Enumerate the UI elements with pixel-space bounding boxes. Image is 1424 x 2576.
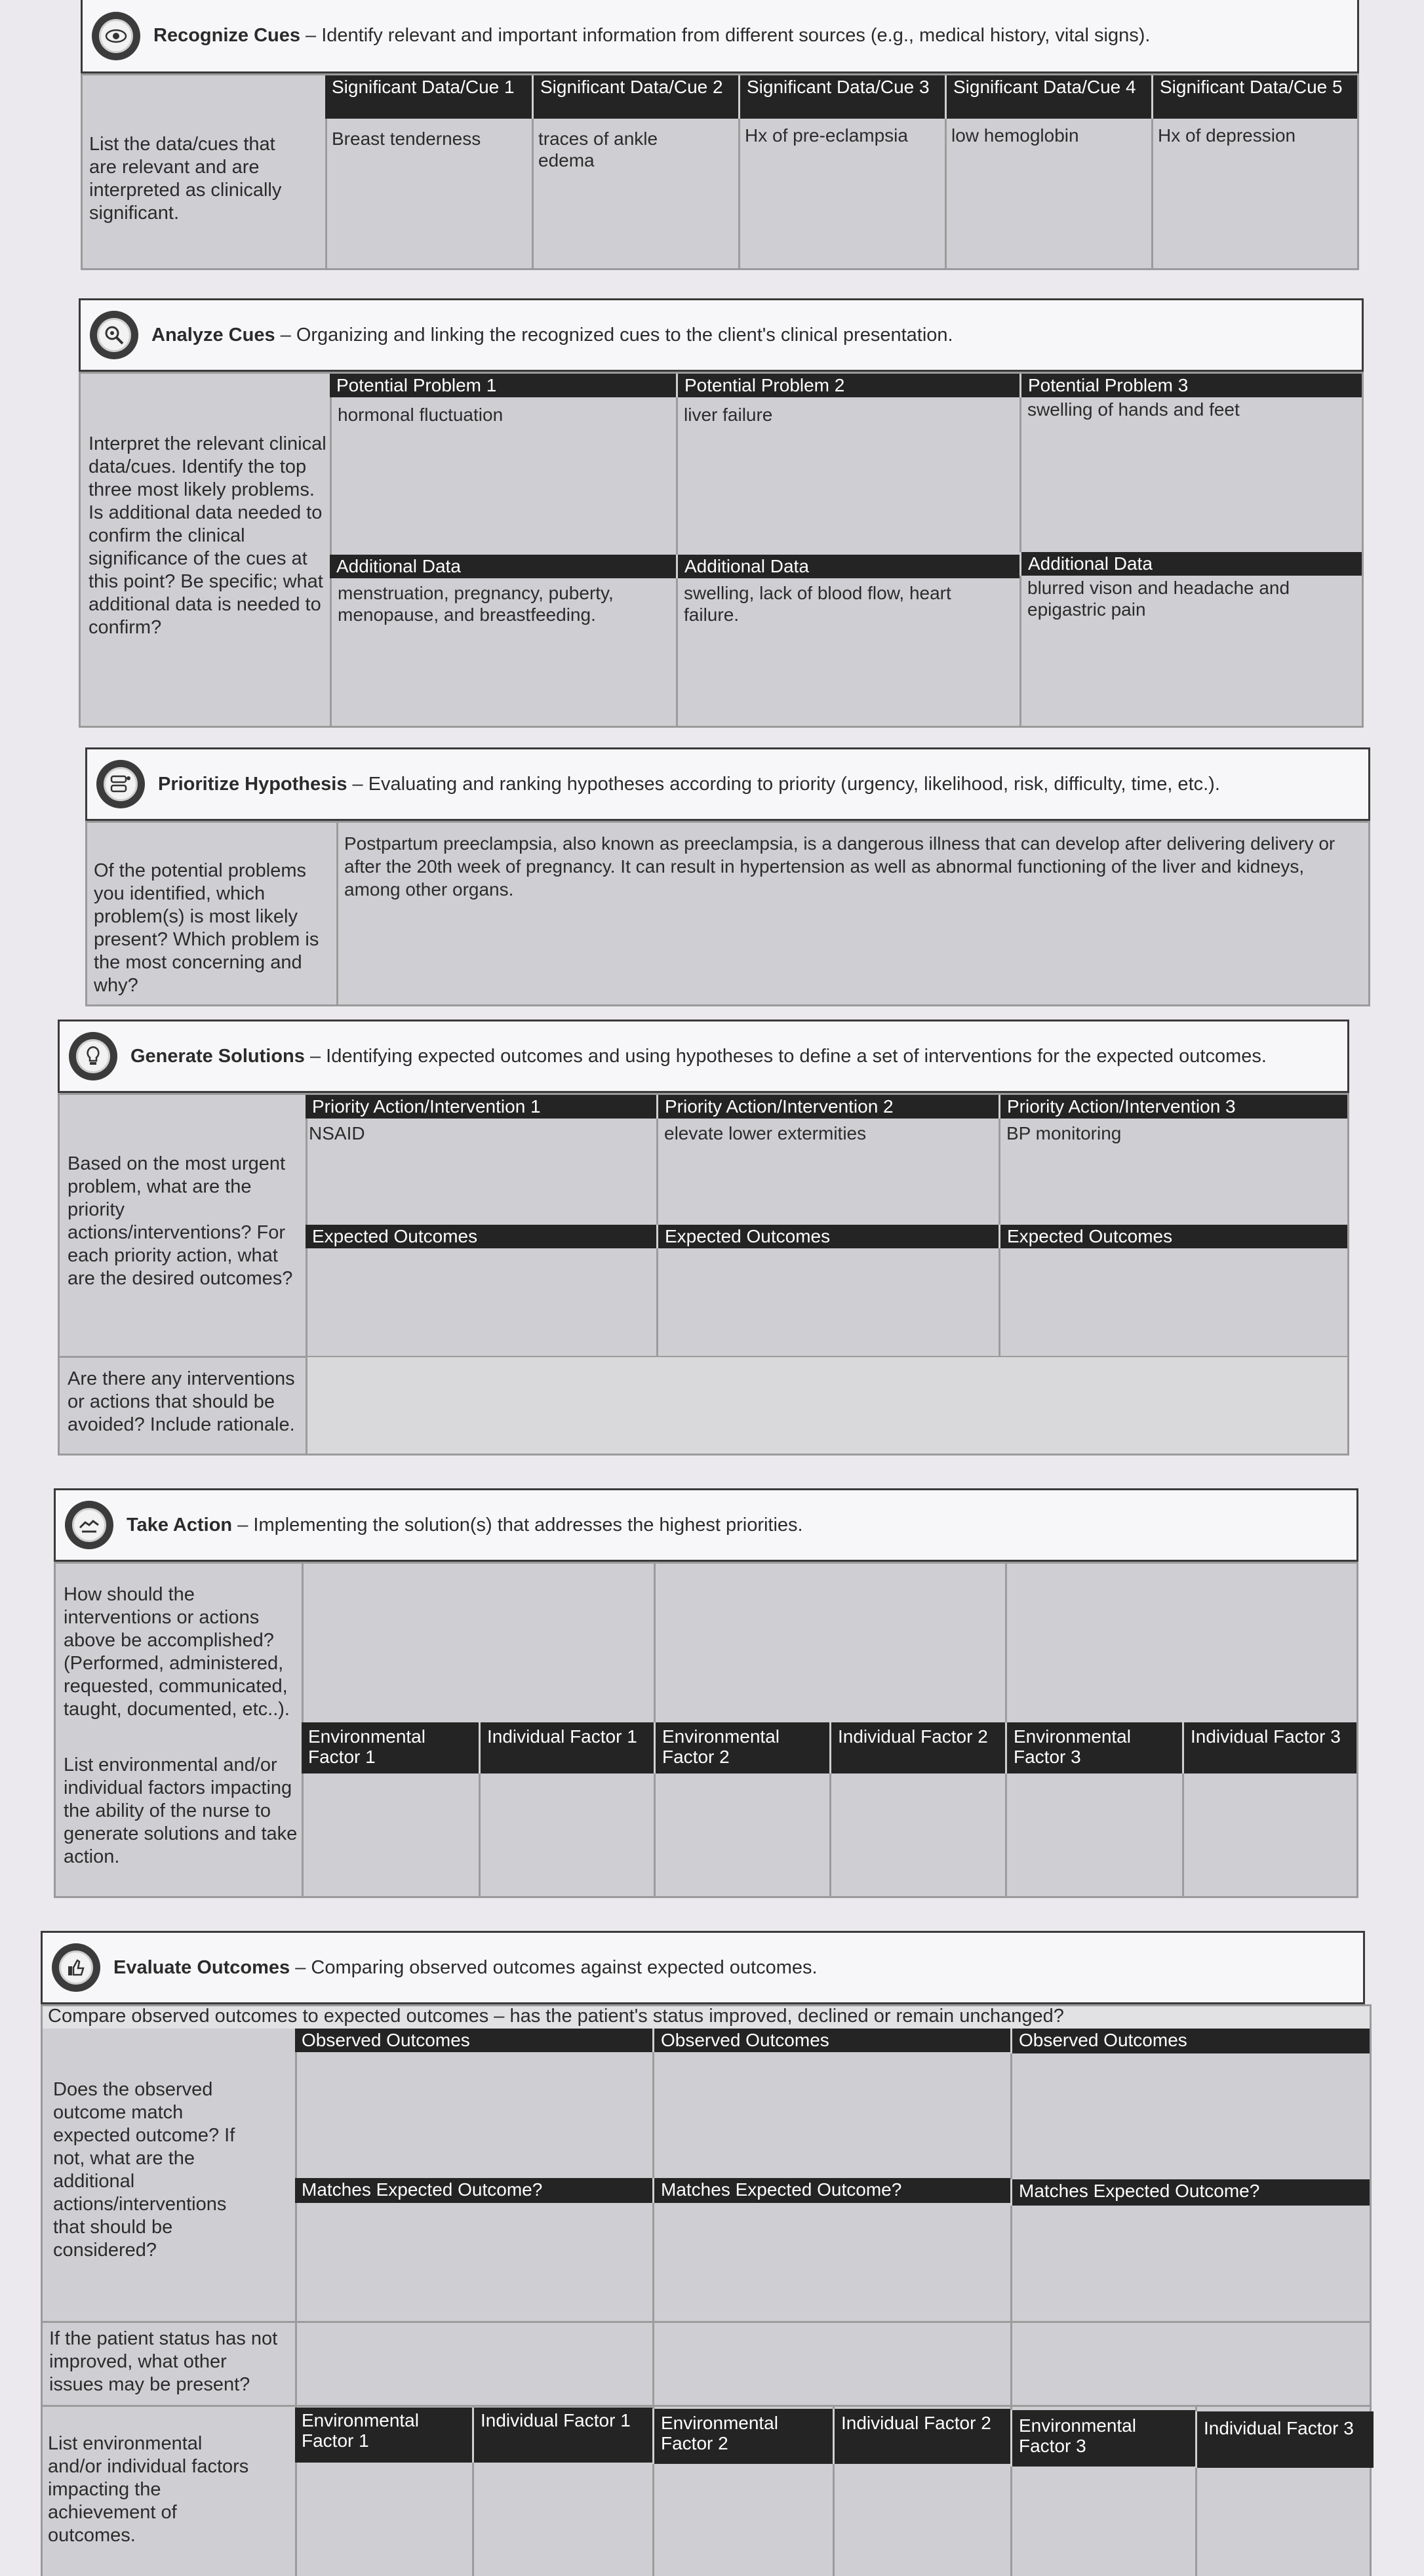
match-1-header: Matches Expected Outcome? [295,2178,652,2203]
prioritize-answer[interactable]: Postpartum preeclampsia, also known as preeclampsia, is a dangerous illness that can develop after delivering delivery or after the 20th week of pregnancy. It can result in hypertension as well as abnormal functioning of the liver and kidneys, among other organs. [344,833,1335,900]
additional-data-1-value[interactable]: menstruation, pregnancy, puberty, menopause, and breastfeeding. [338,583,614,625]
lightbulb-icon [69,1032,117,1080]
cue-3-header: Significant Data/Cue 3 [738,75,945,119]
generate-title: Generate Solutions – Identifying expected outcomes and using hypotheses to define a set of interventions for the expected outcomes. [130,1045,1267,1067]
match-3-header: Matches Expected Outcome? [1010,2179,1370,2206]
eval-env-factor-2-header: Environmental Factor 2 [652,2409,833,2464]
take-action-header [54,1488,1358,1562]
ranking-icon [96,760,145,808]
action-1-header: Priority Action/Intervention 1 [306,1095,656,1119]
problem-1-value[interactable]: hormonal fluctuation [338,405,504,425]
cue-2-value[interactable]: traces of ankle edema [538,129,658,170]
outcome-3-header: Expected Outcomes [999,1225,1347,1248]
recognize-cues-header [81,0,1359,73]
eval-ind-factor-3-header: Individual Factor 3 [1195,2411,1374,2468]
generate-section [58,1020,1349,1456]
observed-2-header: Observed Outcomes [652,2029,1010,2052]
additional-data-3-value[interactable]: blurred vison and headache and epigastric pain [1027,578,1290,620]
problem-1-header: Potential Problem 1 [330,374,676,397]
eye-icon [92,12,140,60]
eval-env-factor-1-header: Environmental Factor 1 [295,2408,472,2463]
take-action-title: Take Action – Implementing the solution(s) that addresses the highest priorities. [127,1514,803,1536]
analyze-cues-title: Analyze Cues – Organizing and linking the recognized cues to the client's clinical presentation. [151,324,953,346]
cue-1-value[interactable]: Breast tenderness [332,129,481,149]
evaluate-title: Evaluate Outcomes – Comparing observed outcomes against expected outcomes. [113,1956,818,1978]
recognize-cues-section [81,0,1359,275]
action-3-value[interactable]: BP monitoring [1006,1123,1122,1143]
problem-2-value[interactable]: liver failure [684,405,773,425]
cue-3-value[interactable]: Hx of pre-eclampsia [745,125,908,146]
analyze-cues-header [79,298,1364,372]
outcome-2-header: Expected Outcomes [656,1225,999,1248]
action-1-value[interactable]: NSAID [309,1123,365,1143]
evaluate-other-prompt: If the patient status has not improved, what other issues may be present? [49,2328,278,2395]
analyze-cues-section [79,298,1364,728]
evaluate-section [41,1931,1372,2576]
take-action-section [54,1488,1358,1898]
evaluate-header [41,1931,1365,2004]
prioritize-prompt: Of the potential problems you identified, which problem(s) is most likely present? Which problem is the most concerning and why? [94,860,319,996]
problem-3-header: Potential Problem 3 [1019,374,1362,397]
env-factor-1-header: Environmental Factor 1 [302,1722,479,1773]
eval-ind-factor-2-header: Individual Factor 2 [833,2409,1010,2464]
evaluate-factor-prompt: List environmental and/or individual factors impacting the achievement of outcomes. [48,2433,249,2546]
ind-factor-1-header: Individual Factor 1 [479,1722,654,1773]
problem-3-value[interactable]: swelling of hands and feet [1027,399,1240,420]
eval-env-factor-3-header: Environmental Factor 3 [1010,2410,1195,2467]
eval-ind-factor-1-header: Individual Factor 1 [472,2408,652,2463]
env-factor-2-header: Environmental Factor 2 [654,1722,829,1773]
action-3-header: Priority Action/Intervention 3 [999,1095,1347,1119]
problem-2-header: Potential Problem 2 [676,374,1019,397]
avoid-prompt: Are there any interventions or actions that should be avoided? Include rationale. [68,1368,295,1435]
additional-data-2-header: Additional Data [676,555,1019,578]
analyze-prompt: Interpret the relevant clinical data/cues. Identify the top three most likely problems. Is additional data needed to confirm the clinical significance of the cues at this point? Be specific; what additional data is needed to confirm? [89,433,326,638]
additional-data-2-value[interactable]: swelling, lack of blood flow, heart failure. [684,583,951,625]
recognize-cues-table [81,73,1359,270]
generate-prompt: Based on the most urgent problem, what are the priority actions/interventions? For each priority action, what are the desired outcomes? [68,1153,293,1289]
action-2-value[interactable]: elevate lower extermities [664,1123,867,1143]
cue-2-header: Significant Data/Cue 2 [532,75,738,119]
cue-4-header: Significant Data/Cue 4 [945,75,1151,119]
recognize-cues-title: Recognize Cues – Identify relevant and important information from different sources (e.g., medical history, vital signs). [153,25,1151,46]
take-action-factor-prompt: List environmental and/or individual factors impacting the ability of the nurse to generate solutions and take action. [64,1754,298,1867]
cue-4-value[interactable]: low hemoglobin [951,125,1079,146]
ind-factor-2-header: Individual Factor 2 [829,1722,1005,1773]
cue-1-header: Significant Data/Cue 1 [325,75,532,119]
cue-5-header: Significant Data/Cue 5 [1151,75,1357,119]
take-action-table [54,1562,1358,1898]
match-2-header: Matches Expected Outcome? [652,2178,1010,2203]
hands-icon [65,1501,113,1549]
prioritize-title: Prioritize Hypothesis – Evaluating and ranking hypotheses according to priority (urgency, likelihood, risk, difficulty, time, etc.). [158,773,1220,795]
take-action-prompt: How should the interventions or actions above be accomplished? (Performed, administered, requested, communicated, taught, documented, etc..). [64,1584,290,1720]
additional-data-1-header: Additional Data [330,555,676,578]
recognize-prompt: List the data/cues that are relevant and are interpreted as clinically significant. [89,134,282,224]
thumbs-up-icon [52,1943,100,1992]
prioritize-table [85,821,1370,1006]
evaluate-table [41,2004,1372,2576]
generate-table [58,1093,1349,1456]
cue-5-value[interactable]: Hx of depression [1158,125,1296,146]
outcome-1-header: Expected Outcomes [306,1225,656,1248]
evaluate-match-prompt: Does the observed outcome match expected outcome? If not, what are the additional actions/interventions that should be considered? [53,2079,235,2261]
action-2-header: Priority Action/Intervention 2 [656,1095,999,1119]
magnifier-gear-icon [90,311,138,359]
prioritize-header [85,747,1370,821]
evaluate-compare-prompt: Compare observed outcomes to expected outcomes – has the patient's status improved, declined or remain unchanged? [48,2006,1064,2027]
generate-header [58,1020,1349,1093]
ind-factor-3-header: Individual Factor 3 [1182,1722,1356,1773]
additional-data-3-header: Additional Data [1019,552,1362,576]
analyze-cues-table [79,372,1364,728]
observed-3-header: Observed Outcomes [1010,2029,1370,2053]
env-factor-3-header: Environmental Factor 3 [1005,1722,1182,1773]
observed-1-header: Observed Outcomes [295,2029,652,2052]
prioritize-section [85,747,1370,1006]
